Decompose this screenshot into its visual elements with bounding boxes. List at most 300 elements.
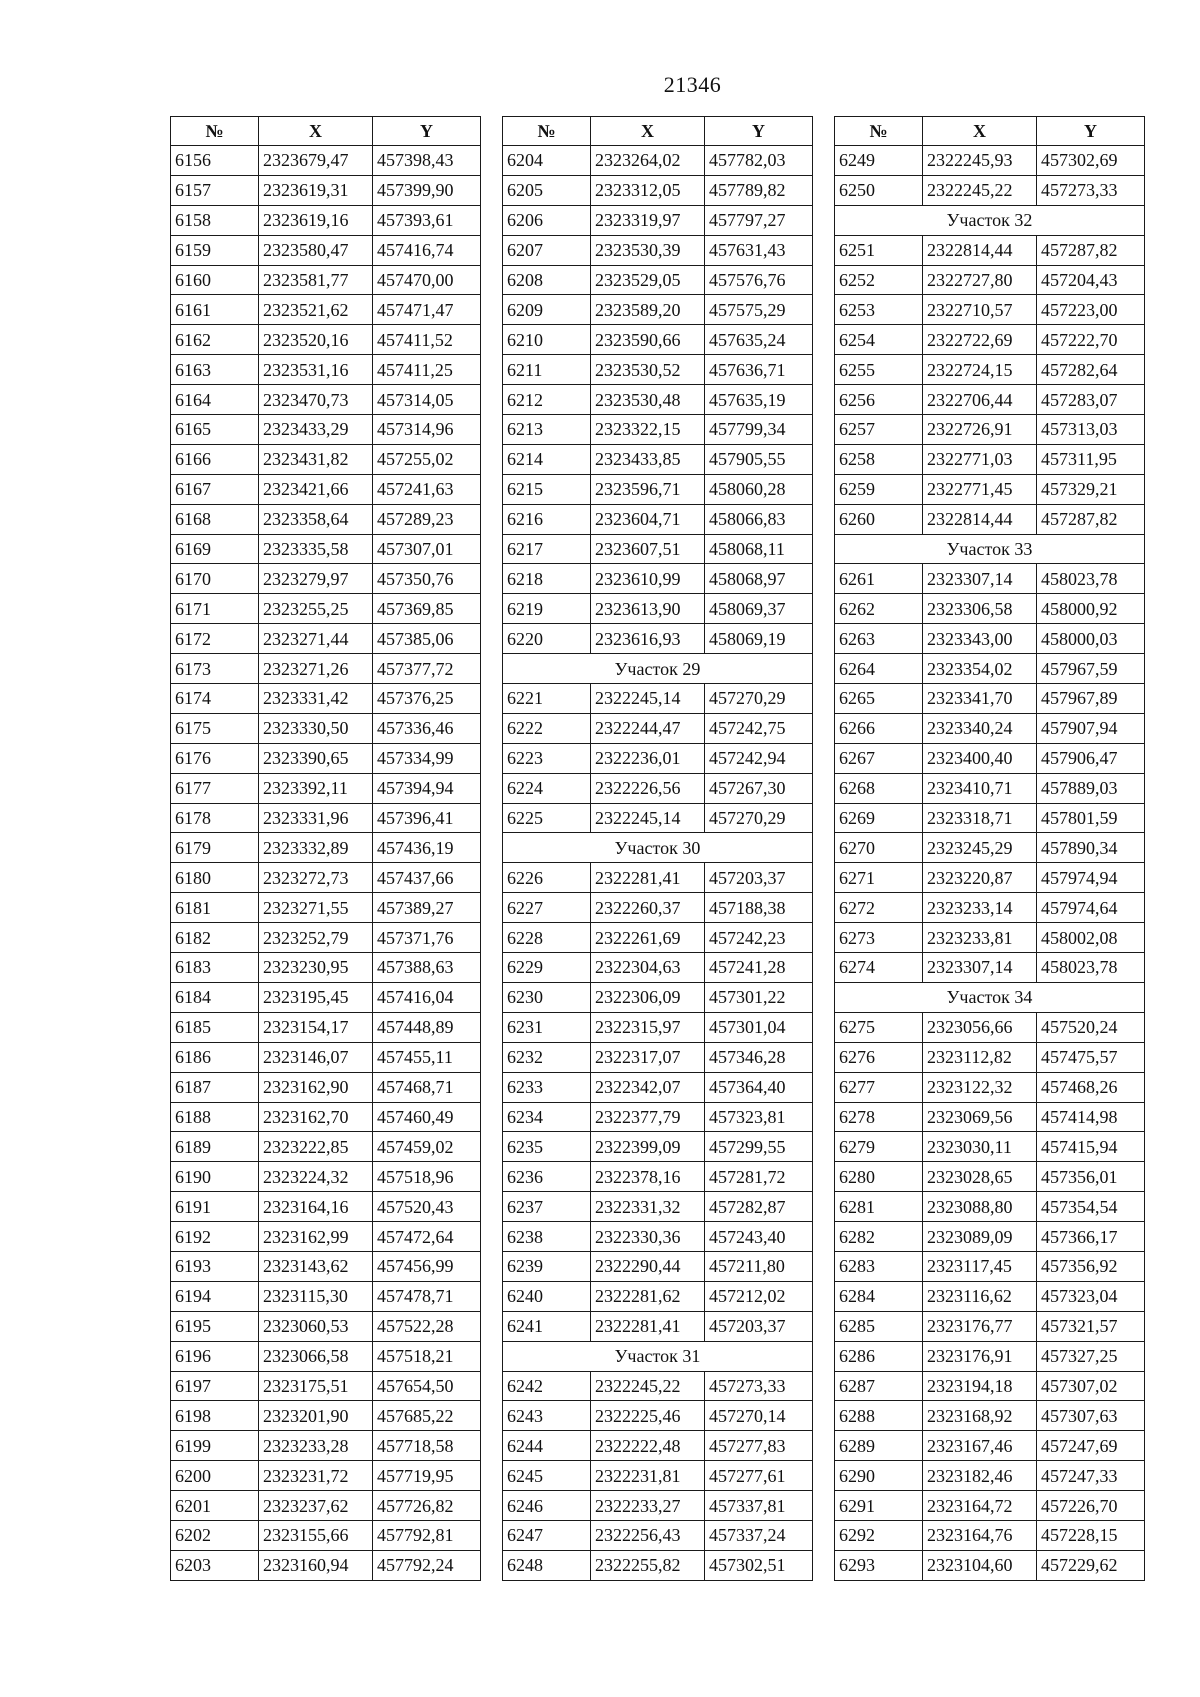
- y-coordinate-cell: 457277,83: [705, 1431, 813, 1461]
- y-coordinate-cell: 457394,94: [373, 773, 481, 803]
- point-number-cell: 6271: [835, 863, 923, 893]
- y-coordinate-cell: 457369,85: [373, 594, 481, 624]
- y-coordinate-cell: 457307,01: [373, 534, 481, 564]
- x-coordinate-cell: 2323162,90: [259, 1072, 373, 1102]
- point-number-cell: 6214: [503, 444, 591, 474]
- table-row: [503, 265, 813, 295]
- point-number-cell: 6279: [835, 1132, 923, 1162]
- point-number-cell: 6188: [171, 1102, 259, 1132]
- y-coordinate-cell: 457287,82: [1037, 504, 1145, 534]
- point-number-cell: 6277: [835, 1072, 923, 1102]
- point-number-cell: 6216: [503, 504, 591, 534]
- table-row: [503, 1042, 813, 1072]
- y-coordinate-cell: 457631,43: [705, 235, 813, 265]
- point-number-cell: 6288: [835, 1401, 923, 1431]
- y-coordinate-cell: 457302,69: [1037, 146, 1145, 176]
- table-row: [171, 1132, 481, 1162]
- table-row: [835, 1311, 1145, 1341]
- table-row: [503, 1491, 813, 1521]
- table-row: [171, 1042, 481, 1072]
- table-row: [835, 175, 1145, 205]
- y-coordinate-cell: 457242,23: [705, 923, 813, 953]
- x-coordinate-cell: 2323104,60: [923, 1550, 1037, 1580]
- table-row: [503, 444, 813, 474]
- table-row: [503, 146, 813, 176]
- table-row: [835, 953, 1145, 983]
- point-number-cell: 6158: [171, 205, 259, 235]
- x-coordinate-cell: 2323182,46: [923, 1461, 1037, 1491]
- x-coordinate-cell: 2322260,37: [591, 893, 705, 923]
- y-coordinate-cell: 458068,97: [705, 564, 813, 594]
- point-number-cell: 6260: [835, 504, 923, 534]
- x-coordinate-cell: 2323613,90: [591, 594, 705, 624]
- point-number-cell: 6215: [503, 474, 591, 504]
- y-coordinate-cell: 457226,70: [1037, 1491, 1145, 1521]
- table-row: [171, 504, 481, 534]
- x-coordinate-cell: 2323164,76: [923, 1520, 1037, 1550]
- table-row: [835, 444, 1145, 474]
- x-coordinate-cell: 2323088,80: [923, 1192, 1037, 1222]
- table-row: [835, 295, 1145, 325]
- y-coordinate-cell: 457518,96: [373, 1162, 481, 1192]
- x-coordinate-cell: 2322377,79: [591, 1102, 705, 1132]
- y-coordinate-cell: 457889,03: [1037, 773, 1145, 803]
- table-row: [503, 1281, 813, 1311]
- x-coordinate-cell: 2323433,85: [591, 444, 705, 474]
- point-number-cell: 6187: [171, 1072, 259, 1102]
- y-coordinate-cell: 457393,61: [373, 205, 481, 235]
- point-number-cell: 6237: [503, 1192, 591, 1222]
- point-number-cell: 6227: [503, 893, 591, 923]
- x-coordinate-cell: 2323307,14: [923, 564, 1037, 594]
- x-coordinate-cell: 2322231,81: [591, 1461, 705, 1491]
- table-row: [503, 415, 813, 445]
- point-number-cell: 6171: [171, 594, 259, 624]
- y-coordinate-cell: 457307,63: [1037, 1401, 1145, 1431]
- y-coordinate-cell: 457455,11: [373, 1042, 481, 1072]
- table-row: [503, 1072, 813, 1102]
- table-row: [503, 1520, 813, 1550]
- x-coordinate-cell: 2322342,07: [591, 1072, 705, 1102]
- table-row: [835, 594, 1145, 624]
- point-number-cell: 6278: [835, 1102, 923, 1132]
- x-coordinate-cell: 2323530,48: [591, 385, 705, 415]
- x-coordinate-cell: 2323164,72: [923, 1491, 1037, 1521]
- y-coordinate-cell: 458023,78: [1037, 564, 1145, 594]
- table-row: [835, 773, 1145, 803]
- x-coordinate-cell: 2323272,73: [259, 863, 373, 893]
- x-coordinate-cell: 2323279,97: [259, 564, 373, 594]
- x-coordinate-cell: 2323224,32: [259, 1162, 373, 1192]
- table-row: [835, 803, 1145, 833]
- y-coordinate-cell: 457635,24: [705, 325, 813, 355]
- y-coordinate-cell: 457223,00: [1037, 295, 1145, 325]
- point-number-cell: 6249: [835, 146, 923, 176]
- x-coordinate-cell: 2323175,51: [259, 1371, 373, 1401]
- table-row: [171, 175, 481, 205]
- point-number-cell: 6193: [171, 1251, 259, 1281]
- y-coordinate-cell: 457416,04: [373, 982, 481, 1012]
- point-number-cell: 6163: [171, 355, 259, 385]
- y-coordinate-cell: 458000,03: [1037, 624, 1145, 654]
- y-coordinate-cell: 457313,03: [1037, 415, 1145, 445]
- table-row: [171, 1251, 481, 1281]
- point-number-cell: 6232: [503, 1042, 591, 1072]
- y-coordinate-cell: 457287,82: [1037, 235, 1145, 265]
- table-row: [503, 594, 813, 624]
- table-row: [835, 743, 1145, 773]
- table-row: [503, 1192, 813, 1222]
- x-coordinate-cell: 2323264,02: [591, 146, 705, 176]
- point-number-cell: 6233: [503, 1072, 591, 1102]
- table-row: [835, 1401, 1145, 1431]
- point-number-cell: 6164: [171, 385, 259, 415]
- table-row: [503, 1550, 813, 1580]
- y-coordinate-cell: 457337,81: [705, 1491, 813, 1521]
- x-coordinate-cell: 2323060,53: [259, 1311, 373, 1341]
- point-number-cell: 6185: [171, 1012, 259, 1042]
- x-coordinate-cell: 2323164,16: [259, 1192, 373, 1222]
- x-coordinate-cell: 2323122,32: [923, 1072, 1037, 1102]
- point-number-cell: 6207: [503, 235, 591, 265]
- x-coordinate-cell: 2323530,39: [591, 235, 705, 265]
- point-number-cell: 6222: [503, 713, 591, 743]
- point-number-cell: 6256: [835, 385, 923, 415]
- point-number-cell: 6176: [171, 743, 259, 773]
- y-coordinate-cell: 457204,43: [1037, 265, 1145, 295]
- point-number-cell: 6173: [171, 654, 259, 684]
- x-coordinate-cell: 2323146,07: [259, 1042, 373, 1072]
- header-number: №: [835, 117, 923, 146]
- y-coordinate-cell: 457229,62: [1037, 1550, 1145, 1580]
- point-number-cell: 6234: [503, 1102, 591, 1132]
- table-body: [503, 146, 813, 1581]
- point-number-cell: 6174: [171, 684, 259, 714]
- section-title: Участок 32: [835, 205, 1145, 235]
- point-number-cell: 6212: [503, 385, 591, 415]
- point-number-cell: 6270: [835, 833, 923, 863]
- y-coordinate-cell: 457801,59: [1037, 803, 1145, 833]
- table-row: [503, 923, 813, 953]
- table-row: [503, 773, 813, 803]
- y-coordinate-cell: 457356,92: [1037, 1251, 1145, 1281]
- point-number-cell: 6189: [171, 1132, 259, 1162]
- y-coordinate-cell: 458002,08: [1037, 923, 1145, 953]
- y-coordinate-cell: 458068,11: [705, 534, 813, 564]
- table-row: [835, 863, 1145, 893]
- y-coordinate-cell: 457356,01: [1037, 1162, 1145, 1192]
- x-coordinate-cell: 2323596,71: [591, 474, 705, 504]
- table-row: [171, 833, 481, 863]
- point-number-cell: 6261: [835, 564, 923, 594]
- x-coordinate-cell: 2323231,72: [259, 1461, 373, 1491]
- y-coordinate-cell: 457389,27: [373, 893, 481, 923]
- table-row: [835, 624, 1145, 654]
- point-number-cell: 6272: [835, 893, 923, 923]
- table-row: [171, 953, 481, 983]
- table-row: [503, 713, 813, 743]
- y-coordinate-cell: 457792,24: [373, 1550, 481, 1580]
- x-coordinate-cell: 2323168,92: [923, 1401, 1037, 1431]
- point-number-cell: 6198: [171, 1401, 259, 1431]
- y-coordinate-cell: 457518,21: [373, 1341, 481, 1371]
- x-coordinate-cell: 2323195,45: [259, 982, 373, 1012]
- table-row: [171, 1520, 481, 1550]
- x-coordinate-cell: 2323530,52: [591, 355, 705, 385]
- table-row: [835, 1042, 1145, 1072]
- point-number-cell: 6284: [835, 1281, 923, 1311]
- x-coordinate-cell: 2323531,16: [259, 355, 373, 385]
- y-coordinate-cell: 457211,80: [705, 1251, 813, 1281]
- x-coordinate-cell: 2323400,40: [923, 743, 1037, 773]
- x-coordinate-cell: 2322706,44: [923, 385, 1037, 415]
- x-coordinate-cell: 2323176,91: [923, 1341, 1037, 1371]
- x-coordinate-cell: 2322245,22: [923, 175, 1037, 205]
- y-coordinate-cell: 457396,41: [373, 803, 481, 833]
- y-coordinate-cell: 457282,64: [1037, 355, 1145, 385]
- y-coordinate-cell: 457346,28: [705, 1042, 813, 1072]
- x-coordinate-cell: 2323431,82: [259, 444, 373, 474]
- y-coordinate-cell: 457448,89: [373, 1012, 481, 1042]
- y-coordinate-cell: 458000,92: [1037, 594, 1145, 624]
- table-row: [503, 982, 813, 1012]
- table-row: [171, 803, 481, 833]
- y-coordinate-cell: 457472,64: [373, 1222, 481, 1252]
- table-row: [835, 1012, 1145, 1042]
- point-number-cell: 6172: [171, 624, 259, 654]
- table-row: [171, 355, 481, 385]
- table-row: [835, 385, 1145, 415]
- table-row: [171, 1281, 481, 1311]
- x-coordinate-cell: 2323589,20: [591, 295, 705, 325]
- x-coordinate-cell: 2322771,03: [923, 444, 1037, 474]
- table-row: [835, 1192, 1145, 1222]
- point-number-cell: 6184: [171, 982, 259, 1012]
- point-number-cell: 6259: [835, 474, 923, 504]
- point-number-cell: 6291: [835, 1491, 923, 1521]
- section-title: Участок 31: [503, 1341, 813, 1371]
- y-coordinate-cell: 457414,98: [1037, 1102, 1145, 1132]
- point-number-cell: 6166: [171, 444, 259, 474]
- table-row: [835, 1461, 1145, 1491]
- y-coordinate-cell: 457273,33: [1037, 175, 1145, 205]
- section-title: Участок 33: [835, 534, 1145, 564]
- x-coordinate-cell: 2323322,15: [591, 415, 705, 445]
- table-row: [835, 1520, 1145, 1550]
- x-coordinate-cell: 2323610,99: [591, 564, 705, 594]
- x-coordinate-cell: 2323433,29: [259, 415, 373, 445]
- x-coordinate-cell: 2322399,09: [591, 1132, 705, 1162]
- table-row: [171, 863, 481, 893]
- table-row: [835, 1550, 1145, 1580]
- x-coordinate-cell: 2323616,93: [591, 624, 705, 654]
- table-row: [171, 534, 481, 564]
- y-coordinate-cell: 457336,46: [373, 713, 481, 743]
- table-row: [835, 265, 1145, 295]
- y-coordinate-cell: 457270,29: [705, 684, 813, 714]
- table-row: [171, 1192, 481, 1222]
- table-row: [503, 1371, 813, 1401]
- table-row: [503, 803, 813, 833]
- y-coordinate-cell: 457270,14: [705, 1401, 813, 1431]
- y-coordinate-cell: 457364,40: [705, 1072, 813, 1102]
- table-row: [171, 624, 481, 654]
- x-coordinate-cell: 2323354,02: [923, 654, 1037, 684]
- x-coordinate-cell: 2322245,14: [591, 684, 705, 714]
- point-number-cell: 6228: [503, 923, 591, 953]
- table-row: [171, 564, 481, 594]
- table-row: [503, 295, 813, 325]
- y-coordinate-cell: 458060,28: [705, 474, 813, 504]
- table-row: [171, 1311, 481, 1341]
- x-coordinate-cell: 2323607,51: [591, 534, 705, 564]
- y-coordinate-cell: 458023,78: [1037, 953, 1145, 983]
- table-row: [171, 654, 481, 684]
- x-coordinate-cell: 2323271,26: [259, 654, 373, 684]
- y-coordinate-cell: 457685,22: [373, 1401, 481, 1431]
- point-number-cell: 6200: [171, 1461, 259, 1491]
- x-coordinate-cell: 2322710,57: [923, 295, 1037, 325]
- section-row: [503, 1341, 813, 1371]
- table-row: [835, 1491, 1145, 1521]
- header-y: Y: [1037, 117, 1145, 146]
- table-row: [503, 684, 813, 714]
- x-coordinate-cell: 2323162,99: [259, 1222, 373, 1252]
- x-coordinate-cell: 2323332,89: [259, 833, 373, 863]
- y-coordinate-cell: 457299,55: [705, 1132, 813, 1162]
- x-coordinate-cell: 2323162,70: [259, 1102, 373, 1132]
- y-coordinate-cell: 457302,51: [705, 1550, 813, 1580]
- point-number-cell: 6225: [503, 803, 591, 833]
- table-row: [171, 385, 481, 415]
- point-number-cell: 6236: [503, 1162, 591, 1192]
- point-number-cell: 6192: [171, 1222, 259, 1252]
- table-row: [171, 594, 481, 624]
- point-number-cell: 6255: [835, 355, 923, 385]
- y-coordinate-cell: 457974,64: [1037, 893, 1145, 923]
- point-number-cell: 6203: [171, 1550, 259, 1580]
- x-coordinate-cell: 2323252,79: [259, 923, 373, 953]
- table-row: [503, 564, 813, 594]
- y-coordinate-cell: 457307,02: [1037, 1371, 1145, 1401]
- x-coordinate-cell: 2323341,70: [923, 684, 1037, 714]
- point-number-cell: 6258: [835, 444, 923, 474]
- table-row: [503, 893, 813, 923]
- table-row: [835, 1072, 1145, 1102]
- x-coordinate-cell: 2323222,85: [259, 1132, 373, 1162]
- section-row: [503, 654, 813, 684]
- point-number-cell: 6179: [171, 833, 259, 863]
- table-row: [503, 355, 813, 385]
- x-coordinate-cell: 2322378,16: [591, 1162, 705, 1192]
- table-row: [835, 355, 1145, 385]
- x-coordinate-cell: 2323604,71: [591, 504, 705, 534]
- y-coordinate-cell: 457334,99: [373, 743, 481, 773]
- table-row: [171, 923, 481, 953]
- x-coordinate-cell: 2323410,71: [923, 773, 1037, 803]
- point-number-cell: 6156: [171, 146, 259, 176]
- y-coordinate-cell: 457301,04: [705, 1012, 813, 1042]
- x-coordinate-cell: 2322236,01: [591, 743, 705, 773]
- x-coordinate-cell: 2323520,16: [259, 325, 373, 355]
- x-coordinate-cell: 2323335,58: [259, 534, 373, 564]
- y-coordinate-cell: 457411,25: [373, 355, 481, 385]
- table-row: [503, 863, 813, 893]
- y-coordinate-cell: 457967,89: [1037, 684, 1145, 714]
- x-coordinate-cell: 2323312,05: [591, 175, 705, 205]
- y-coordinate-cell: 458069,19: [705, 624, 813, 654]
- table-row: [171, 295, 481, 325]
- coordinates-table-3: [834, 116, 1145, 1581]
- table-row: [171, 205, 481, 235]
- table-row: [835, 1281, 1145, 1311]
- y-coordinate-cell: 457415,94: [1037, 1132, 1145, 1162]
- table-row: [171, 1491, 481, 1521]
- table-row: [171, 893, 481, 923]
- point-number-cell: 6280: [835, 1162, 923, 1192]
- table-row: [503, 953, 813, 983]
- y-coordinate-cell: 457437,66: [373, 863, 481, 893]
- point-number-cell: 6221: [503, 684, 591, 714]
- x-coordinate-cell: 2323233,14: [923, 893, 1037, 923]
- x-coordinate-cell: 2323220,87: [923, 863, 1037, 893]
- point-number-cell: 6230: [503, 982, 591, 1012]
- section-title: Участок 30: [503, 833, 813, 863]
- table-row: [171, 1102, 481, 1132]
- y-coordinate-cell: 457329,21: [1037, 474, 1145, 504]
- x-coordinate-cell: 2323392,11: [259, 773, 373, 803]
- table-row: [503, 1132, 813, 1162]
- point-number-cell: 6223: [503, 743, 591, 773]
- point-number-cell: 6266: [835, 713, 923, 743]
- table-body: [835, 146, 1145, 1581]
- y-coordinate-cell: 457377,72: [373, 654, 481, 684]
- x-coordinate-cell: 2322245,22: [591, 1371, 705, 1401]
- x-coordinate-cell: 2323116,62: [923, 1281, 1037, 1311]
- point-number-cell: 6169: [171, 534, 259, 564]
- x-coordinate-cell: 2322261,69: [591, 923, 705, 953]
- x-coordinate-cell: 2322281,41: [591, 1311, 705, 1341]
- x-coordinate-cell: 2323155,66: [259, 1520, 373, 1550]
- table-row: [835, 1222, 1145, 1252]
- x-coordinate-cell: 2322244,47: [591, 713, 705, 743]
- point-number-cell: 6178: [171, 803, 259, 833]
- x-coordinate-cell: 2323271,55: [259, 893, 373, 923]
- y-coordinate-cell: 457255,02: [373, 444, 481, 474]
- x-coordinate-cell: 2322331,32: [591, 1192, 705, 1222]
- point-number-cell: 6162: [171, 325, 259, 355]
- x-coordinate-cell: 2322317,07: [591, 1042, 705, 1072]
- x-coordinate-cell: 2323201,90: [259, 1401, 373, 1431]
- point-number-cell: 6241: [503, 1311, 591, 1341]
- point-number-cell: 6224: [503, 773, 591, 803]
- table-row: [503, 385, 813, 415]
- table-row: [835, 1102, 1145, 1132]
- y-coordinate-cell: 457718,58: [373, 1431, 481, 1461]
- table-row: [503, 1222, 813, 1252]
- point-number-cell: 6239: [503, 1251, 591, 1281]
- y-coordinate-cell: 457277,61: [705, 1461, 813, 1491]
- point-number-cell: 6210: [503, 325, 591, 355]
- point-number-cell: 6287: [835, 1371, 923, 1401]
- point-number-cell: 6186: [171, 1042, 259, 1072]
- point-number-cell: 6275: [835, 1012, 923, 1042]
- x-coordinate-cell: 2322233,27: [591, 1491, 705, 1521]
- x-coordinate-cell: 2323237,62: [259, 1491, 373, 1521]
- table-row: [171, 1431, 481, 1461]
- y-coordinate-cell: 457283,07: [1037, 385, 1145, 415]
- x-coordinate-cell: 2323529,05: [591, 265, 705, 295]
